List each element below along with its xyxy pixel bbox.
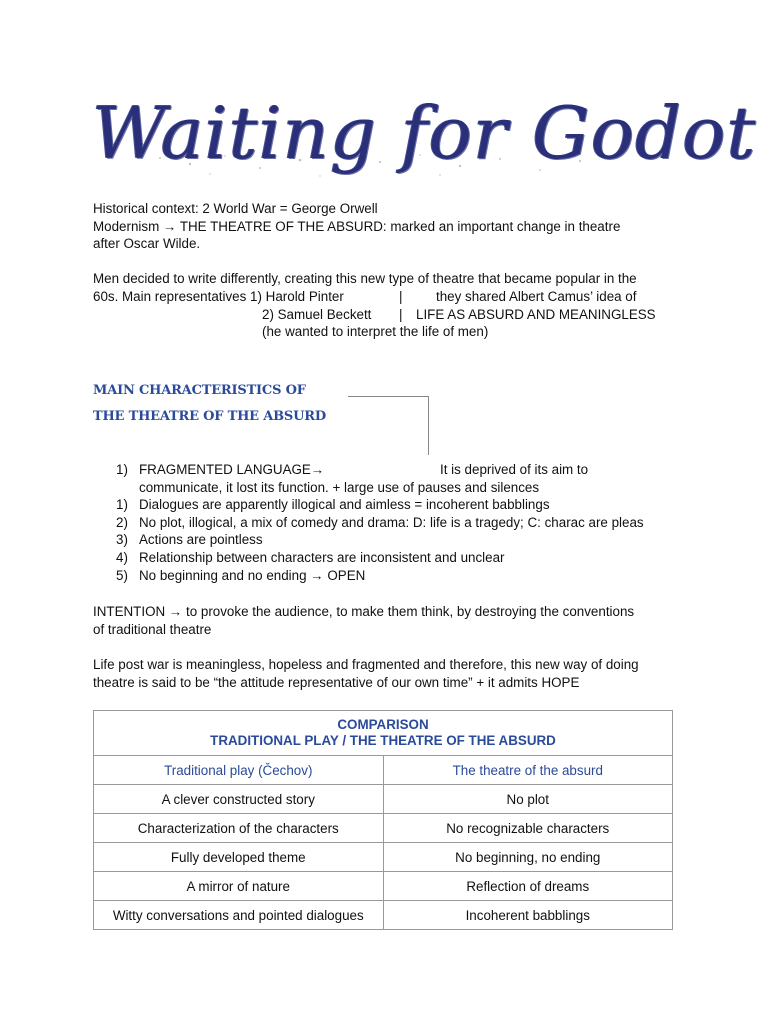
page-title: Waiting for Godot xyxy=(92,91,757,175)
table-cell: A mirror of nature xyxy=(94,872,384,901)
postwar-line-2: theatre is said to be “the attitude representative of our own time” + it admits HOPE xyxy=(93,674,580,690)
table-cell: Incoherent babblings xyxy=(383,901,673,930)
table-title: COMPARISON xyxy=(337,717,429,732)
para2-line-4: (he wanted to interpret the life of men) xyxy=(262,324,489,340)
title-spray-texture xyxy=(150,150,610,180)
list-item xyxy=(116,567,696,585)
list-item-extra: It is deprived of its aim to xyxy=(440,462,589,477)
column-header-absurd: The theatre of the absurd xyxy=(383,756,673,785)
section-heading xyxy=(93,378,326,430)
comparison-table xyxy=(93,710,673,930)
list-item-number: 1) xyxy=(116,462,128,477)
para2-line-3a: 2) Samuel Beckett xyxy=(262,306,372,322)
intro-line-3: after Oscar Wilde. xyxy=(93,236,201,252)
list-item-text: Dialogues are apparently illogical and aimless = incoherent babblings xyxy=(139,497,550,513)
list-item xyxy=(116,479,696,497)
intention-line-2: of traditional theatre xyxy=(93,621,212,637)
intention-line-1: INTENTION → to provoke the audience, to make them think, by destroying the conventions xyxy=(93,604,635,619)
table-cell: Fully developed theme xyxy=(94,843,384,872)
table-title-row xyxy=(94,711,673,756)
section-heading-line-1: MAIN CHARACTERISTICS OF xyxy=(93,383,306,398)
table-row xyxy=(94,814,673,843)
table-cell: No plot xyxy=(383,785,673,814)
list-item xyxy=(116,496,696,514)
para2-separator-2: | xyxy=(399,306,403,322)
list-item xyxy=(116,549,696,567)
list-item-text: No plot, illogical, a mix of comedy and drama: D: life is a tragedy; C: charac are pleas xyxy=(139,514,644,530)
list-item-text: communicate, it lost its function. + large use of pauses and silences xyxy=(139,479,540,495)
para2-separator-1: | xyxy=(399,289,403,304)
list-item xyxy=(116,514,696,532)
section-heading-line-2: THE THEATRE OF THE ABSURD xyxy=(93,409,326,424)
para2-line-3c: LIFE AS ABSURD AND MEANINGLESS xyxy=(416,306,656,322)
table-cell: A clever constructed story xyxy=(94,785,384,814)
para2-line-2a: 60s. Main representatives 1) Harold Pinter xyxy=(93,289,344,304)
para2-line-2c: they shared Albert Camus’ idea of xyxy=(436,289,637,304)
decorative-bracket xyxy=(348,396,429,455)
table-cell: No beginning, no ending xyxy=(383,843,673,872)
list-item-text: Relationship between characters are inconsistent and unclear xyxy=(139,549,505,565)
characteristics-list xyxy=(116,461,696,584)
list-item-number: 3) xyxy=(116,532,128,548)
list-item-number: 4) xyxy=(116,549,128,565)
list-item-text: Actions are pointless xyxy=(139,532,263,548)
table-cell: Reflection of dreams xyxy=(383,872,673,901)
table-subtitle: TRADITIONAL PLAY / THE THEATRE OF THE ABSURD xyxy=(210,733,556,748)
table-cell: No recognizable characters xyxy=(383,814,673,843)
table-row xyxy=(94,872,673,901)
list-item-number: 2) xyxy=(116,514,128,530)
table-row xyxy=(94,785,673,814)
list-item-number: 1) xyxy=(116,497,128,513)
column-header-traditional: Traditional play (Čechov) xyxy=(94,756,384,785)
list-item xyxy=(116,531,696,549)
table-row xyxy=(94,843,673,872)
list-item-number xyxy=(116,479,139,497)
table-cell: Characterization of the characters xyxy=(94,814,384,843)
table-row xyxy=(94,901,673,930)
table-header-row xyxy=(94,756,673,785)
intro-line-1: Historical context: 2 World War = George Orwell xyxy=(93,201,378,216)
postwar-line-1: Life post war is meaningless, hopeless and fragmented and therefore, this new way of doing xyxy=(93,657,639,672)
list-item xyxy=(116,461,696,479)
table-title-cell xyxy=(94,711,673,756)
table-cell: Witty conversations and pointed dialogues xyxy=(94,901,384,930)
list-item-number: 5) xyxy=(116,567,128,583)
list-item-text: FRAGMENTED LANGUAGE→ xyxy=(139,462,325,477)
intro-line-2: Modernism → THE THEATRE OF THE ABSURD: marked an important change in theatre xyxy=(93,218,621,234)
para2-line-1: Men decided to write differently, creating this new type of theatre that became popular in the xyxy=(93,271,637,287)
list-item-text: No beginning and no ending → OPEN xyxy=(139,567,366,583)
